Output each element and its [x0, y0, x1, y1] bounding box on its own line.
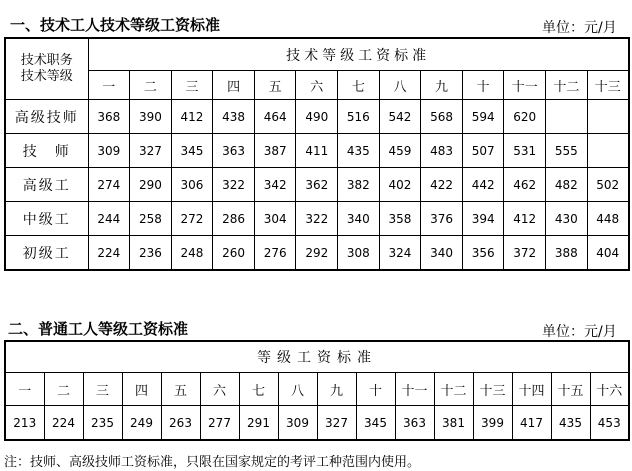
wage-cell: 387 [254, 134, 296, 168]
wage-cell: 430 [546, 202, 588, 236]
wage-cell: 448 [587, 202, 629, 236]
wage-cell: 482 [546, 168, 588, 202]
wage-cell: 412 [504, 202, 546, 236]
table1-header: 技术等级工资标准 [88, 38, 629, 71]
level-header-cell: 十一 [395, 373, 434, 406]
wage-cell: 324 [379, 236, 421, 271]
wage-cell: 304 [254, 202, 296, 236]
level-header-cell: 七 [239, 373, 278, 406]
level-header-cell: 十二 [434, 373, 473, 406]
wage-cell [587, 100, 629, 134]
technical-wage-table [4, 37, 630, 271]
wage-cell: 422 [421, 168, 463, 202]
level-header-cell: 二 [44, 373, 83, 406]
wage-cell: 453 [590, 406, 629, 441]
wage-cell: 363 [395, 406, 434, 441]
wage-cell: 327 [317, 406, 356, 441]
wage-cell: 483 [421, 134, 463, 168]
wage-cell: 435 [551, 406, 590, 441]
wage-cell: 362 [296, 168, 338, 202]
wage-cell: 442 [462, 168, 504, 202]
wage-cell: 356 [462, 236, 504, 271]
wage-cell: 568 [421, 100, 463, 134]
wage-cell: 388 [546, 236, 588, 271]
wage-cell: 404 [587, 236, 629, 271]
level-header-cell: 一 [5, 373, 44, 406]
wage-cell: 417 [512, 406, 551, 441]
table-row [5, 168, 629, 202]
wage-cell: 292 [296, 236, 338, 271]
wage-cell: 327 [130, 134, 172, 168]
wage-cell: 345 [356, 406, 395, 441]
table2-header: 等级工资标准 [5, 341, 629, 373]
level-header-cell: 十三 [473, 373, 512, 406]
corner-header-cell [5, 38, 88, 100]
table-row [5, 236, 629, 271]
wage-cell: 224 [44, 406, 83, 441]
wage-cell: 213 [5, 406, 44, 441]
wage-cell [546, 100, 588, 134]
wage-cell: 322 [213, 168, 255, 202]
wage-cell: 372 [504, 236, 546, 271]
wage-cell: 402 [379, 168, 421, 202]
wage-cell: 462 [504, 168, 546, 202]
level-header-cell: 三 [171, 71, 213, 100]
row-label: 初级工 [5, 236, 88, 271]
level-header-cell: 五 [254, 71, 296, 100]
wage-cell: 272 [171, 202, 213, 236]
wage-cell: 260 [213, 236, 255, 271]
wage-cell: 291 [239, 406, 278, 441]
wage-cell: 399 [473, 406, 512, 441]
level-header-cell: 十四 [512, 373, 551, 406]
wage-cell: 249 [122, 406, 161, 441]
wage-cell: 290 [130, 168, 172, 202]
wage-cell: 340 [421, 236, 463, 271]
level-header-cell: 六 [296, 71, 338, 100]
row-label: 技 师 [5, 134, 88, 168]
level-header-cell: 十 [356, 373, 395, 406]
wage-cell: 555 [546, 134, 588, 168]
section2-title: 二、普通工人等级工资标准 [8, 320, 189, 338]
level-header-cell: 四 [122, 373, 161, 406]
wage-cell: 531 [504, 134, 546, 168]
section1-title: 一、技术工人技术等级工资标准 [10, 16, 221, 34]
wage-cell: 235 [83, 406, 122, 441]
wage-cell: 620 [504, 100, 546, 134]
row-label: 中级工 [5, 202, 88, 236]
wage-cell: 394 [462, 202, 504, 236]
level-header-cell: 八 [379, 71, 421, 100]
level-header-cell: 九 [421, 71, 463, 100]
level-header-cell: 十三 [587, 71, 629, 100]
wage-cell: 340 [338, 202, 380, 236]
wage-cell: 502 [587, 168, 629, 202]
level-header-cell: 十二 [546, 71, 588, 100]
wage-cell: 438 [213, 100, 255, 134]
level-header-cell: 十五 [551, 373, 590, 406]
wage-cell: 363 [213, 134, 255, 168]
wage-cell: 286 [213, 202, 255, 236]
wage-cell [587, 134, 629, 168]
level-header-cell: 二 [130, 71, 172, 100]
section1-unit: 单位：元/月 [542, 20, 617, 36]
level-header-cell: 七 [338, 71, 380, 100]
wage-cell: 263 [161, 406, 200, 441]
wage-cell: 390 [130, 100, 172, 134]
level-header-cell: 十一 [504, 71, 546, 100]
row-label: 高级工 [5, 168, 88, 202]
wage-cell: 490 [296, 100, 338, 134]
wage-cell: 277 [200, 406, 239, 441]
wage-cell: 276 [254, 236, 296, 271]
wage-cell: 236 [130, 236, 172, 271]
wage-cell: 382 [338, 168, 380, 202]
wage-cell: 342 [254, 168, 296, 202]
wage-cell: 376 [421, 202, 463, 236]
row-label: 高级技师 [5, 100, 88, 134]
general-wage-table [4, 340, 630, 441]
wage-cell: 274 [88, 168, 130, 202]
wage-cell: 322 [296, 202, 338, 236]
level-header-cell: 十 [462, 71, 504, 100]
level-header-cell: 一 [88, 71, 130, 100]
wage-cell: 224 [88, 236, 130, 271]
wage-cell: 345 [171, 134, 213, 168]
level-header-cell: 三 [83, 373, 122, 406]
section2-unit: 单位：元/月 [542, 324, 617, 340]
wage-cell: 412 [171, 100, 213, 134]
level-header-cell: 八 [278, 373, 317, 406]
wage-cell: 368 [88, 100, 130, 134]
corner-line-2: 技术等级 [20, 69, 73, 84]
table-row [5, 134, 629, 168]
wage-cell: 309 [278, 406, 317, 441]
footnote: 注：技师、高级技师工资标准，只限在国家规定的考评工种范围内使用。 [4, 455, 421, 470]
level-header-cell: 九 [317, 373, 356, 406]
wage-cell: 248 [171, 236, 213, 271]
wage-cell: 358 [379, 202, 421, 236]
wage-cell: 244 [88, 202, 130, 236]
wage-cell: 306 [171, 168, 213, 202]
wage-cell: 435 [338, 134, 380, 168]
wage-cell: 308 [338, 236, 380, 271]
wage-cell: 411 [296, 134, 338, 168]
wage-cell: 594 [462, 100, 504, 134]
level-header-cell: 六 [200, 373, 239, 406]
level-header-cell: 五 [161, 373, 200, 406]
wage-cell: 542 [379, 100, 421, 134]
wage-cell: 507 [462, 134, 504, 168]
wage-cell: 381 [434, 406, 473, 441]
level-header-cell: 四 [213, 71, 255, 100]
wage-cell: 258 [130, 202, 172, 236]
wage-cell: 464 [254, 100, 296, 134]
wage-cell: 516 [338, 100, 380, 134]
table-row [5, 202, 629, 236]
level-header-cell: 十六 [590, 373, 629, 406]
corner-line-1: 技术职务 [20, 53, 73, 68]
wage-cell: 459 [379, 134, 421, 168]
wage-cell: 309 [88, 134, 130, 168]
table-row [5, 100, 629, 134]
